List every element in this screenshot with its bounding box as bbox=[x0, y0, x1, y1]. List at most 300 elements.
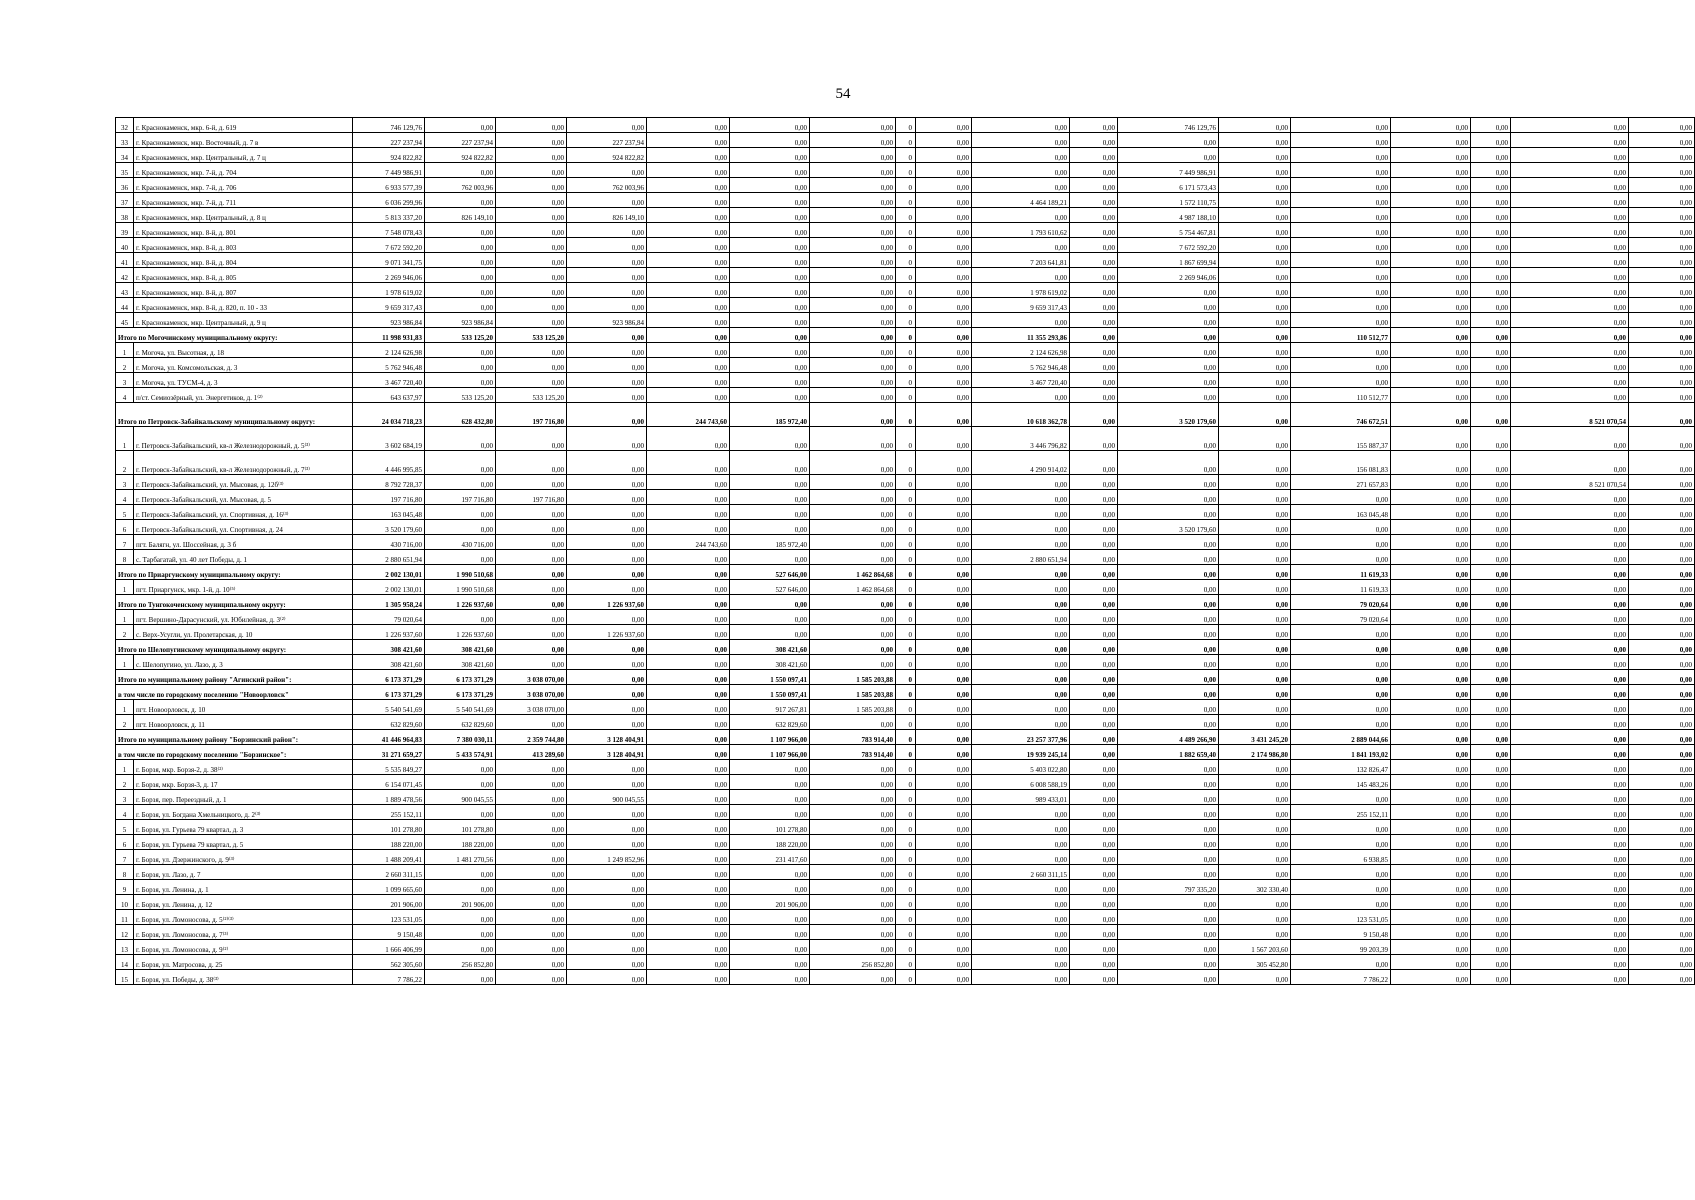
value-cell: 79 020,64 bbox=[353, 610, 425, 625]
value-cell: 533 125,20 bbox=[425, 388, 496, 403]
value-cell: 0,00 bbox=[496, 850, 567, 865]
row-number: 14 bbox=[116, 955, 134, 970]
value-cell: 0 bbox=[896, 343, 916, 358]
value-cell: 0,00 bbox=[1391, 640, 1471, 655]
value-cell: 0,00 bbox=[1391, 760, 1471, 775]
value-cell: 0 bbox=[896, 520, 916, 535]
value-cell: 0,00 bbox=[1219, 208, 1291, 223]
value-cell: 3 520 179,60 bbox=[353, 520, 425, 535]
value-cell: 0,00 bbox=[1511, 451, 1629, 475]
value-cell: 0,00 bbox=[972, 970, 1070, 985]
value-cell: 0,00 bbox=[1511, 490, 1629, 505]
value-cell: 0,00 bbox=[425, 223, 496, 238]
value-cell: 0,00 bbox=[647, 910, 730, 925]
value-cell: 0,00 bbox=[1511, 253, 1629, 268]
row-number: 3 bbox=[116, 475, 134, 490]
value-cell: 0,00 bbox=[1118, 955, 1219, 970]
value-cell: 0,00 bbox=[810, 505, 896, 520]
value-cell: 0,00 bbox=[810, 910, 896, 925]
table-row bbox=[116, 283, 1695, 298]
value-cell: 0,00 bbox=[1391, 238, 1471, 253]
address-cell: пгт. Новоорловск, д. 10 bbox=[134, 700, 353, 715]
value-cell: 231 417,60 bbox=[730, 850, 810, 865]
value-cell: 0,00 bbox=[1070, 328, 1118, 343]
value-cell: 0,00 bbox=[1118, 715, 1219, 730]
value-cell: 0,00 bbox=[647, 520, 730, 535]
value-cell: 0,00 bbox=[1471, 745, 1511, 760]
value-cell: 0,00 bbox=[1471, 505, 1511, 520]
value-cell: 2 660 311,15 bbox=[353, 865, 425, 880]
value-cell: 0,00 bbox=[1219, 388, 1291, 403]
value-cell: 0,00 bbox=[1118, 655, 1219, 670]
address-cell: г. Петровск-Забайкальский, ул. Спортивная, д. 24 bbox=[134, 520, 353, 535]
value-cell: 0,00 bbox=[810, 133, 896, 148]
value-cell: 0 bbox=[896, 451, 916, 475]
table-row bbox=[116, 880, 1695, 895]
address-cell: с. Шелопугино, ул. Лазо, д. 3 bbox=[134, 655, 353, 670]
value-cell: 826 149,10 bbox=[567, 208, 647, 223]
value-cell: 0,00 bbox=[1219, 805, 1291, 820]
value-cell: 0,00 bbox=[916, 610, 972, 625]
value-cell: 0,00 bbox=[1391, 148, 1471, 163]
value-cell: 0,00 bbox=[1291, 550, 1391, 565]
value-cell: 0,00 bbox=[1629, 715, 1695, 730]
value-cell: 0,00 bbox=[1471, 865, 1511, 880]
value-cell: 1 585 203,88 bbox=[810, 670, 896, 685]
value-cell: 305 452,80 bbox=[1219, 955, 1291, 970]
value-cell: 0,00 bbox=[1070, 595, 1118, 610]
value-cell: 0,00 bbox=[1291, 373, 1391, 388]
value-cell: 0,00 bbox=[1070, 670, 1118, 685]
value-cell: 0,00 bbox=[567, 925, 647, 940]
value-cell: 0,00 bbox=[1511, 535, 1629, 550]
value-cell: 0,00 bbox=[1471, 133, 1511, 148]
value-cell: 0,00 bbox=[1391, 610, 1471, 625]
value-cell: 1 978 619,02 bbox=[353, 283, 425, 298]
value-cell: 0,00 bbox=[1471, 343, 1511, 358]
value-cell: 0,00 bbox=[916, 805, 972, 820]
value-cell: 0,00 bbox=[1219, 910, 1291, 925]
value-cell: 0,00 bbox=[496, 625, 567, 640]
value-cell: 0,00 bbox=[1629, 133, 1695, 148]
value-cell: 0,00 bbox=[1629, 343, 1695, 358]
value-cell: 201 906,00 bbox=[425, 895, 496, 910]
row-number: 5 bbox=[116, 505, 134, 520]
value-cell: 0,00 bbox=[972, 835, 1070, 850]
value-cell: 11 998 931,83 bbox=[353, 328, 425, 343]
value-cell: 0,00 bbox=[1070, 520, 1118, 535]
value-cell: 1 226 937,60 bbox=[567, 625, 647, 640]
value-cell: 2 880 651,94 bbox=[972, 550, 1070, 565]
value-cell: 0,00 bbox=[1629, 223, 1695, 238]
value-cell: 0,00 bbox=[1629, 208, 1695, 223]
value-cell: 3 128 404,91 bbox=[567, 730, 647, 745]
value-cell: 0,00 bbox=[1070, 790, 1118, 805]
address-cell: г. Краснокаменск, мкр. Центральный, д. 7 ц bbox=[134, 148, 353, 163]
value-cell: 0,00 bbox=[567, 328, 647, 343]
value-cell: 0,00 bbox=[1511, 925, 1629, 940]
value-cell: 1 249 852,96 bbox=[567, 850, 647, 865]
value-cell: 4 290 914,02 bbox=[972, 451, 1070, 475]
value-cell: 0,00 bbox=[972, 685, 1070, 700]
value-cell: 0,00 bbox=[1511, 193, 1629, 208]
value-cell: 0,00 bbox=[647, 955, 730, 970]
table-row bbox=[116, 358, 1695, 373]
value-cell: 989 433,01 bbox=[972, 790, 1070, 805]
value-cell: 0,00 bbox=[1511, 148, 1629, 163]
value-cell: 0,00 bbox=[567, 955, 647, 970]
value-cell: 0,00 bbox=[647, 550, 730, 565]
value-cell: 0,00 bbox=[1629, 745, 1695, 760]
value-cell: 0,00 bbox=[1629, 313, 1695, 328]
value-cell: 0,00 bbox=[496, 298, 567, 313]
value-cell: 0,00 bbox=[1070, 148, 1118, 163]
value-cell: 0,00 bbox=[1511, 940, 1629, 955]
value-cell: 0,00 bbox=[496, 550, 567, 565]
value-cell: 0,00 bbox=[972, 910, 1070, 925]
value-cell: 0,00 bbox=[496, 910, 567, 925]
value-cell: 0,00 bbox=[916, 580, 972, 595]
value-cell: 0 bbox=[896, 745, 916, 760]
value-cell: 0,00 bbox=[810, 343, 896, 358]
value-cell: 0,00 bbox=[810, 388, 896, 403]
value-cell: 0,00 bbox=[730, 178, 810, 193]
value-cell: 0,00 bbox=[916, 640, 972, 655]
value-cell: 0,00 bbox=[1511, 805, 1629, 820]
value-cell: 0,00 bbox=[567, 520, 647, 535]
value-cell: 0,00 bbox=[1219, 343, 1291, 358]
row-number: 35 bbox=[116, 163, 134, 178]
value-cell: 0,00 bbox=[496, 505, 567, 520]
value-cell: 0,00 bbox=[1629, 655, 1695, 670]
value-cell: 0,00 bbox=[1629, 865, 1695, 880]
value-cell: 0,00 bbox=[1070, 253, 1118, 268]
value-cell: 0,00 bbox=[1391, 790, 1471, 805]
value-cell: 0,00 bbox=[1391, 283, 1471, 298]
value-cell: 0,00 bbox=[1070, 490, 1118, 505]
table-row bbox=[116, 490, 1695, 505]
value-cell: 0,00 bbox=[1070, 133, 1118, 148]
value-cell: 0,00 bbox=[1511, 745, 1629, 760]
value-cell: 0,00 bbox=[730, 775, 810, 790]
value-cell: 0,00 bbox=[1391, 451, 1471, 475]
value-cell: 0,00 bbox=[1219, 865, 1291, 880]
address-cell: г. Могоча, ул. Высотная, д. 18 bbox=[134, 343, 353, 358]
value-cell: 188 220,00 bbox=[353, 835, 425, 850]
value-cell: 0,00 bbox=[1391, 505, 1471, 520]
address-cell: г. Краснокаменск, мкр. 6-й, д. 619 bbox=[134, 118, 353, 133]
value-cell: 0 bbox=[896, 118, 916, 133]
value-cell: 0,00 bbox=[916, 670, 972, 685]
value-cell: 227 237,94 bbox=[567, 133, 647, 148]
value-cell: 0,00 bbox=[730, 118, 810, 133]
value-cell: 0,00 bbox=[647, 253, 730, 268]
table-row bbox=[116, 208, 1695, 223]
value-cell: 0,00 bbox=[1511, 850, 1629, 865]
value-cell: 0,00 bbox=[972, 895, 1070, 910]
address-cell: г. Петровск-Забайкальский, ул. Мысовая, д. 12б⁽³⁾ bbox=[134, 475, 353, 490]
value-cell: 0,00 bbox=[1511, 700, 1629, 715]
value-cell: 0,00 bbox=[972, 655, 1070, 670]
value-cell: 0,00 bbox=[1471, 328, 1511, 343]
value-cell: 0,00 bbox=[425, 865, 496, 880]
address-cell: г. Борзя, ул. Гурьева 79 квартал, д. 5 bbox=[134, 835, 353, 850]
value-cell: 0,00 bbox=[1391, 940, 1471, 955]
value-cell: 0,00 bbox=[496, 865, 567, 880]
value-cell: 0,00 bbox=[810, 625, 896, 640]
value-cell: 0,00 bbox=[1629, 565, 1695, 580]
value-cell: 1 585 203,88 bbox=[810, 685, 896, 700]
value-cell: 0,00 bbox=[1391, 685, 1471, 700]
table-row bbox=[116, 253, 1695, 268]
value-cell: 2 269 946,06 bbox=[1118, 268, 1219, 283]
value-cell: 0,00 bbox=[972, 580, 1070, 595]
value-cell: 0 bbox=[896, 475, 916, 490]
value-cell: 0,00 bbox=[1511, 790, 1629, 805]
value-cell: 0,00 bbox=[1391, 805, 1471, 820]
value-cell: 0,00 bbox=[1219, 550, 1291, 565]
value-cell: 1 882 659,40 bbox=[1118, 745, 1219, 760]
address-cell: г. Борзя, ул. Ломоносова, д. 5⁽²⁾⁽³⁾ bbox=[134, 910, 353, 925]
value-cell: 0,00 bbox=[916, 760, 972, 775]
value-cell: 0,00 bbox=[1629, 700, 1695, 715]
value-cell: 99 203,39 bbox=[1291, 940, 1391, 955]
value-cell: 0,00 bbox=[730, 505, 810, 520]
value-cell: 0,00 bbox=[730, 253, 810, 268]
value-cell: 0,00 bbox=[1219, 850, 1291, 865]
value-cell: 5 433 574,91 bbox=[425, 745, 496, 760]
value-cell: 0 bbox=[896, 490, 916, 505]
value-cell: 0,00 bbox=[1471, 298, 1511, 313]
value-cell: 0,00 bbox=[647, 193, 730, 208]
value-cell: 746 129,76 bbox=[1118, 118, 1219, 133]
value-cell: 0,00 bbox=[1511, 520, 1629, 535]
value-cell: 0,00 bbox=[567, 490, 647, 505]
value-cell: 0,00 bbox=[1118, 925, 1219, 940]
value-cell: 0,00 bbox=[1629, 880, 1695, 895]
table-row bbox=[116, 820, 1695, 835]
value-cell: 0,00 bbox=[647, 595, 730, 610]
value-cell: 3 038 070,00 bbox=[496, 685, 567, 700]
value-cell: 0,00 bbox=[1471, 208, 1511, 223]
value-cell: 0,00 bbox=[1070, 610, 1118, 625]
value-cell: 0,00 bbox=[1070, 283, 1118, 298]
value-cell: 0,00 bbox=[810, 775, 896, 790]
value-cell: 783 914,40 bbox=[810, 745, 896, 760]
table-row bbox=[116, 655, 1695, 670]
value-cell: 0,00 bbox=[916, 313, 972, 328]
value-cell: 0,00 bbox=[1219, 520, 1291, 535]
value-cell: 0,00 bbox=[496, 475, 567, 490]
value-cell: 0,00 bbox=[1118, 313, 1219, 328]
value-cell: 0,00 bbox=[1070, 298, 1118, 313]
value-cell: 0,00 bbox=[425, 373, 496, 388]
address-cell: г. Краснокаменск, мкр. Центральный, д. 8 ц bbox=[134, 208, 353, 223]
value-cell: 0,00 bbox=[567, 358, 647, 373]
value-cell: 0,00 bbox=[916, 730, 972, 745]
value-cell: 0,00 bbox=[1629, 820, 1695, 835]
value-cell: 0,00 bbox=[730, 910, 810, 925]
value-cell: 0,00 bbox=[496, 895, 567, 910]
row-number: 1 bbox=[116, 610, 134, 625]
value-cell: 0,00 bbox=[647, 505, 730, 520]
value-cell: 0,00 bbox=[1471, 268, 1511, 283]
value-cell: 0,00 bbox=[1291, 268, 1391, 283]
value-cell: 0,00 bbox=[496, 451, 567, 475]
value-cell: 0,00 bbox=[972, 133, 1070, 148]
value-cell: 7 672 592,20 bbox=[353, 238, 425, 253]
value-cell: 0 bbox=[896, 715, 916, 730]
value-cell: 0,00 bbox=[1391, 970, 1471, 985]
value-cell: 0,00 bbox=[1629, 253, 1695, 268]
value-cell: 0,00 bbox=[1629, 388, 1695, 403]
address-cell: г. Петровск-Забайкальский, ул. Спортивная, д. 16⁽³⁾ bbox=[134, 505, 353, 520]
value-cell: 0,00 bbox=[916, 253, 972, 268]
value-cell: 7 672 592,20 bbox=[1118, 238, 1219, 253]
value-cell: 0,00 bbox=[916, 475, 972, 490]
row-number: 15 bbox=[116, 970, 134, 985]
row-number: 43 bbox=[116, 283, 134, 298]
value-cell: 0,00 bbox=[496, 208, 567, 223]
address-cell: г. Борзя, ул. Ломоносова, д. 7⁽³⁾ bbox=[134, 925, 353, 940]
value-cell: 1 488 209,41 bbox=[353, 850, 425, 865]
value-cell: 0,00 bbox=[916, 298, 972, 313]
value-cell: 0,00 bbox=[647, 790, 730, 805]
value-cell: 6 173 371,29 bbox=[353, 670, 425, 685]
value-cell: 0,00 bbox=[1391, 700, 1471, 715]
value-cell: 0,00 bbox=[916, 835, 972, 850]
value-cell: 0,00 bbox=[1070, 745, 1118, 760]
value-cell: 0,00 bbox=[1511, 565, 1629, 580]
value-cell: 3 038 070,00 bbox=[496, 700, 567, 715]
value-cell: 0,00 bbox=[1291, 358, 1391, 373]
value-cell: 0,00 bbox=[1629, 118, 1695, 133]
value-cell: 0,00 bbox=[1118, 610, 1219, 625]
value-cell: 0 bbox=[896, 610, 916, 625]
value-cell: 0,00 bbox=[1118, 775, 1219, 790]
value-cell: 0,00 bbox=[1291, 163, 1391, 178]
value-cell: 0,00 bbox=[567, 388, 647, 403]
value-cell: 0,00 bbox=[1219, 133, 1291, 148]
value-cell: 3 431 245,20 bbox=[1219, 730, 1291, 745]
value-cell: 0,00 bbox=[1471, 685, 1511, 700]
value-cell: 2 889 044,66 bbox=[1291, 730, 1391, 745]
row-number: 33 bbox=[116, 133, 134, 148]
value-cell: 0,00 bbox=[1070, 655, 1118, 670]
value-cell: 0,00 bbox=[647, 388, 730, 403]
value-cell: 0,00 bbox=[916, 118, 972, 133]
value-cell: 0,00 bbox=[1219, 283, 1291, 298]
value-cell: 0,00 bbox=[916, 373, 972, 388]
value-cell: 0,00 bbox=[1471, 880, 1511, 895]
row-number: 4 bbox=[116, 388, 134, 403]
table-row bbox=[116, 133, 1695, 148]
value-cell: 0,00 bbox=[1511, 910, 1629, 925]
table-row bbox=[116, 775, 1695, 790]
value-cell: 0,00 bbox=[1471, 925, 1511, 940]
value-cell: 0,00 bbox=[1219, 715, 1291, 730]
value-cell: 0,00 bbox=[1471, 730, 1511, 745]
value-cell: 0,00 bbox=[1118, 148, 1219, 163]
value-cell: 0,00 bbox=[730, 223, 810, 238]
value-cell: 0,00 bbox=[916, 955, 972, 970]
value-cell: 0,00 bbox=[1471, 715, 1511, 730]
value-cell: 0,00 bbox=[1511, 580, 1629, 595]
value-cell: 0,00 bbox=[647, 490, 730, 505]
value-cell: 0,00 bbox=[1391, 475, 1471, 490]
value-cell: 1 226 937,60 bbox=[567, 595, 647, 610]
value-cell: 188 220,00 bbox=[425, 835, 496, 850]
value-cell: 156 081,83 bbox=[1291, 451, 1391, 475]
value-cell: 0,00 bbox=[1511, 223, 1629, 238]
value-cell: 0,00 bbox=[1511, 550, 1629, 565]
table-row bbox=[116, 148, 1695, 163]
table-body bbox=[116, 118, 1695, 985]
value-cell: 0,00 bbox=[1070, 223, 1118, 238]
value-cell: 0,00 bbox=[1219, 193, 1291, 208]
value-cell: 0,00 bbox=[730, 163, 810, 178]
value-cell: 0,00 bbox=[567, 580, 647, 595]
value-cell: 0,00 bbox=[972, 640, 1070, 655]
value-cell: 0,00 bbox=[1471, 625, 1511, 640]
value-cell: 0,00 bbox=[1511, 283, 1629, 298]
value-cell: 0 bbox=[896, 535, 916, 550]
value-cell: 0,00 bbox=[647, 700, 730, 715]
value-cell: 0,00 bbox=[730, 940, 810, 955]
value-cell: 0,00 bbox=[567, 193, 647, 208]
value-cell: 201 906,00 bbox=[730, 895, 810, 910]
value-cell: 0,00 bbox=[1118, 358, 1219, 373]
row-number: 3 bbox=[116, 790, 134, 805]
value-cell: 0,00 bbox=[1511, 373, 1629, 388]
value-cell: 0 bbox=[896, 427, 916, 451]
value-cell: 0 bbox=[896, 925, 916, 940]
row-number: 2 bbox=[116, 625, 134, 640]
value-cell: 0,00 bbox=[647, 283, 730, 298]
value-cell: 0,00 bbox=[1118, 133, 1219, 148]
value-cell: 0,00 bbox=[1629, 730, 1695, 745]
value-cell: 0 bbox=[896, 388, 916, 403]
address-cell: г. Краснокаменск, мкр. 8-й, д. 820, п. 10 - 33 bbox=[134, 298, 353, 313]
value-cell: 0,00 bbox=[1070, 895, 1118, 910]
table-row bbox=[116, 850, 1695, 865]
value-cell: 0,00 bbox=[1511, 208, 1629, 223]
value-cell: 0,00 bbox=[647, 343, 730, 358]
value-cell: 0,00 bbox=[1070, 565, 1118, 580]
value-cell: 0,00 bbox=[1070, 925, 1118, 940]
value-cell: 0,00 bbox=[1118, 625, 1219, 640]
table-row bbox=[116, 193, 1695, 208]
value-cell: 0,00 bbox=[1511, 865, 1629, 880]
value-cell: 0,00 bbox=[1070, 358, 1118, 373]
value-cell: 308 421,60 bbox=[353, 655, 425, 670]
value-cell: 0,00 bbox=[1391, 775, 1471, 790]
value-cell: 0 bbox=[896, 238, 916, 253]
value-cell: 0,00 bbox=[425, 805, 496, 820]
value-cell: 0,00 bbox=[1070, 820, 1118, 835]
value-cell: 0,00 bbox=[1219, 670, 1291, 685]
value-cell: 0,00 bbox=[1471, 820, 1511, 835]
value-cell: 0,00 bbox=[1471, 970, 1511, 985]
value-cell: 924 822,82 bbox=[425, 148, 496, 163]
value-cell: 3 520 179,60 bbox=[1118, 520, 1219, 535]
value-cell: 0,00 bbox=[1391, 670, 1471, 685]
value-cell: 0,00 bbox=[567, 880, 647, 895]
value-cell: 79 020,64 bbox=[1291, 610, 1391, 625]
value-cell: 5 403 022,80 bbox=[972, 760, 1070, 775]
value-cell: 0,00 bbox=[916, 403, 972, 427]
value-cell: 0,00 bbox=[1291, 625, 1391, 640]
